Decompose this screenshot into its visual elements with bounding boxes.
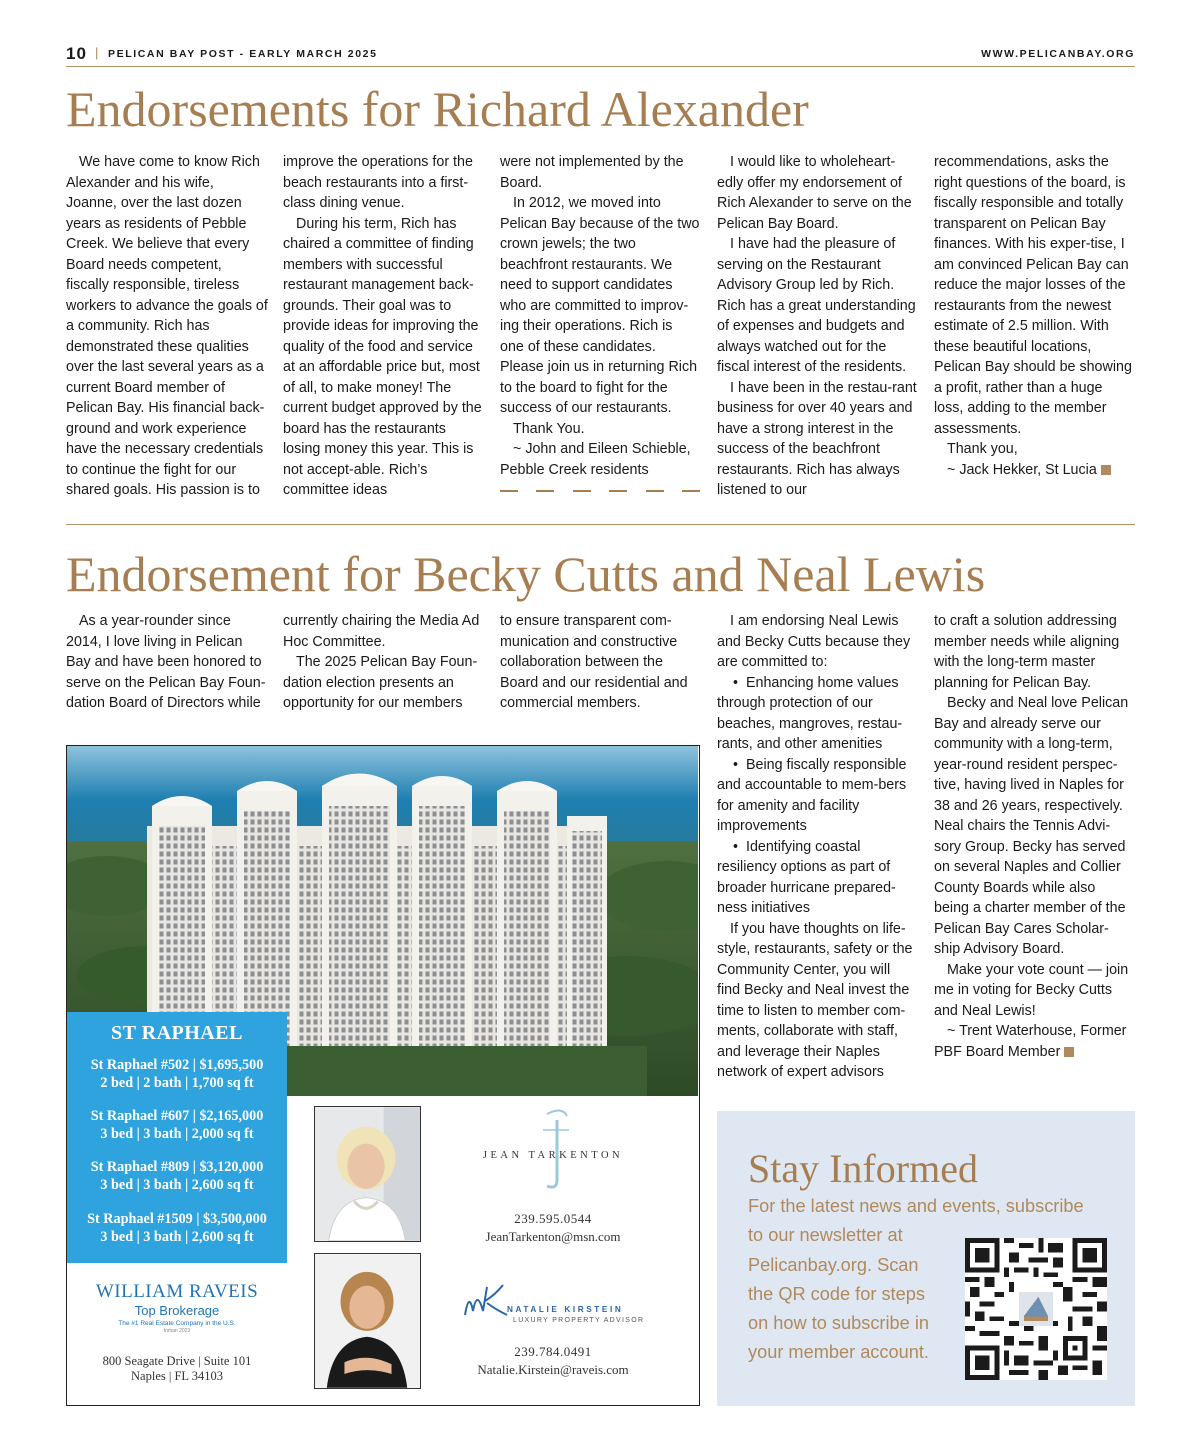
article2-column-3 [500, 611, 700, 714]
agent-photo-jean [314, 1106, 421, 1242]
paragraph: Make your vote count — join me in voting for Becky Cutts and Neal Lewis! [934, 961, 1129, 1019]
paragraph: improve the operations for the beach restaurants into a first-class dining venue. [283, 154, 473, 211]
real-estate-ad [66, 745, 700, 1406]
paragraph: I would like to wholeheart-edly offer my endorsement of Rich Alexander to serve on the Pelican Bay Board. [717, 154, 912, 232]
article1-column-2 [283, 152, 483, 501]
brokerage-address: 800 Seagate Drive | Suite 101 Naples | FL 34103 [102, 1354, 252, 1383]
listings-box [67, 1012, 287, 1263]
agent-photo-natalie [314, 1253, 421, 1389]
article1-headline: Endorsements for Richard Alexander [66, 81, 809, 137]
stay-informed-text: For the latest news and events, subscribe to our newsletter at Pelicanbay.org. Scan the QR code for steps on how to subscribe in your member account. [748, 1196, 1084, 1363]
listing-item[interactable]: St Raphael #1509 | $3,500,000 3 bed | 3 bath | 2,600 sq ft [87, 1211, 267, 1245]
paragraph: I am endorsing Neal Lewis and Becky Cutts because they are committed to: [717, 613, 911, 670]
section-rule [66, 524, 1135, 525]
nk-monogram-icon [463, 1281, 511, 1319]
stay-informed-panel [717, 1111, 1135, 1406]
agent-name-natalie: NATALIE KIRSTEIN [507, 1305, 624, 1314]
paragraph: recommendations, asks the right questions of the board, is fiscally responsible and totally transparent on Pelican Bay finances. With his exper-tise, I am convinced Pelican Bay can reduce the major losses of the restaurants from the newest estimate of 2.5 million. With these beautiful locations, Pelican Bay should be showing a profit, rather than a huge loss, adding to the member assessments. [934, 154, 1132, 437]
listing-item[interactable]: St Raphael #809 | $3,120,000 3 bed | 3 bath | 2,600 sq ft [90, 1159, 264, 1193]
paragraph: As a year-rounder since 2014, I love living in Pelican Bay and have been honored to serve on the Pelican Bay Foun-dation Board of Directors while [66, 613, 266, 711]
paragraph: We have come to know Rich Alexander and his wife, Joanne, over the last dozen years as residents of Pebble Creek. We believe that every Board needs competent, fiscally responsible, tireless workers to advance the goals of a community. Rich has demonstrated these qualities over the last several years as a current Board member of Pelican Bay. His financial back-ground and work experience have the necessary credentials to continue the fight for our shared goals. His passion is to [66, 154, 268, 498]
bullet-item: • Identifying coastal resiliency options as part of broader hurricane prepared-ness initiatives [717, 838, 896, 916]
listing-item[interactable]: St Raphael #607 | $2,165,000 3 bed | 3 bath | 2,000 sq ft [90, 1108, 264, 1142]
website-link[interactable]: WWW.PELICANBAY.ORG [981, 48, 1135, 60]
header-separator: | [95, 45, 99, 60]
publication-title: PELICAN BAY POST - EARLY MARCH 2025 [108, 48, 378, 60]
article2-column-5 [934, 611, 1134, 1062]
paragraph: Thank you, [947, 441, 1018, 457]
end-mark-icon [1064, 1047, 1074, 1057]
paragraph: I have had the pleasure of serving on the Restaurant Advisory Group led by Rich. Rich has a great understanding of expenses and budgets and always watched out for the fiscal interest of the residents. [717, 236, 916, 375]
agent-email-natalie[interactable]: Natalie.Kirstein@raveis.com [477, 1362, 629, 1377]
bullet-item: • Being fiscally responsible and accountable to mem-bers for amenity and facility improvements [717, 756, 907, 834]
paragraph: If you have thoughts on life-style, restaurants, safety or the Community Center, you will find Becky and Neal invest the time to listen to member com-ments, collaborate with staff, and leverage their Naples network of expert advisors [717, 920, 913, 1080]
stay-informed-title: Stay Informed [748, 1146, 978, 1191]
bullet-icon: • [733, 838, 739, 855]
article2-column-4 [717, 611, 917, 1083]
article1-column-4 [717, 152, 917, 501]
article2-headline: Endorsement for Becky Cutts and Neal Lewis [66, 546, 986, 602]
paragraph: During his term, Rich has chaired a committee of finding members with successful restaurant management back-grounds. Their goal was to provide ideas for improving the quality of the food and service at an affordable price but, most of all, to make money! The current budget approved by the board has the restaurants losing money this year. This is not accept-able. Rich’s committee ideas [283, 215, 482, 498]
article2-column-1 [66, 611, 268, 714]
article1-column-1 [66, 152, 268, 501]
article1-column-5 [934, 152, 1134, 480]
agent-name-jean: JEAN TARKENTON [482, 1150, 624, 1161]
signature: ~ John and Eileen Schieble, Pebble Creek residents [500, 441, 691, 478]
agent-phone-natalie[interactable]: 239.784.0491 [514, 1344, 592, 1359]
end-mark-icon [1101, 465, 1111, 475]
paragraph: I have been in the restau-rant business for over 40 years and have a strong interest in the success of the beachfront restaurants. Rich has always listened to our [717, 379, 917, 498]
paragraph: to ensure transparent com-munication and constructive collaboration between the Board and our residential and commercial members. [500, 613, 688, 711]
agent-phone-jean[interactable]: 239.595.0544 [514, 1211, 592, 1226]
listings-title: ST RAPHAEL [111, 1022, 243, 1044]
paragraph: Becky and Neal love Pelican Bay and already serve our community with a long-term, year-round resident perspec-tive, having lived in Naples for 38 and 26 years, respectively. Neal chairs the Tennis Advi-sory Group. Becky has served on several Naples and Collier County Boards while also being a charter member of the Pelican Bay Cares Scholar-ship Advisory Board. [934, 695, 1129, 957]
paragraph: currently chairing the Media Ad Hoc Committee. [283, 613, 480, 650]
article1-column-3 [500, 152, 700, 480]
header-rule [66, 66, 1135, 67]
paragraph: The 2025 Pelican Bay Foun-dation election presents an opportunity for our members [283, 654, 478, 711]
paragraph: were not implemented by the Board. [500, 154, 684, 191]
paragraph: Thank You. [513, 420, 585, 437]
bullet-item: • Enhancing home values through protection of our beaches, mangroves, restau-rants, and other amenities [717, 674, 903, 752]
page-header [66, 44, 1135, 64]
bullet-icon: • [733, 674, 739, 691]
brokerage-logo: WILLIAM RAVEIS Top Brokerage The #1 Real Estate Company in the U.S. Inman 2023 [95, 1281, 259, 1334]
page-number: 10 [66, 44, 87, 63]
bullet-icon: • [733, 756, 739, 773]
agent-email-jean[interactable]: JeanTarkenton@msn.com [485, 1229, 621, 1244]
article2-column-2 [283, 611, 483, 714]
dash-divider [500, 490, 700, 494]
paragraph: In 2012, we moved into Pelican Bay because of the two crown jewels; the two beachfront restaurants. We need to support candidates who are committed to improv-ing their operations. Rich is one of these candidates. Please join us in returning Rich to the board to fight for the success of our restaurants. [500, 195, 700, 416]
signature: ~ Trent Waterhouse, Former PBF Board Member [934, 1023, 1127, 1060]
qr-code-icon[interactable] [965, 1238, 1107, 1380]
paragraph: to craft a solution addressing member needs while aligning with the long-term master planning for Pelican Bay. [934, 613, 1120, 691]
signature: ~ Jack Hekker, St Lucia [934, 460, 1134, 481]
listing-item[interactable]: St Raphael #502 | $1,695,500 2 bed | 2 bath | 1,700 sq ft [90, 1057, 264, 1091]
agent-title-natalie: LUXURY PROPERTY ADVISOR [513, 1317, 645, 1324]
